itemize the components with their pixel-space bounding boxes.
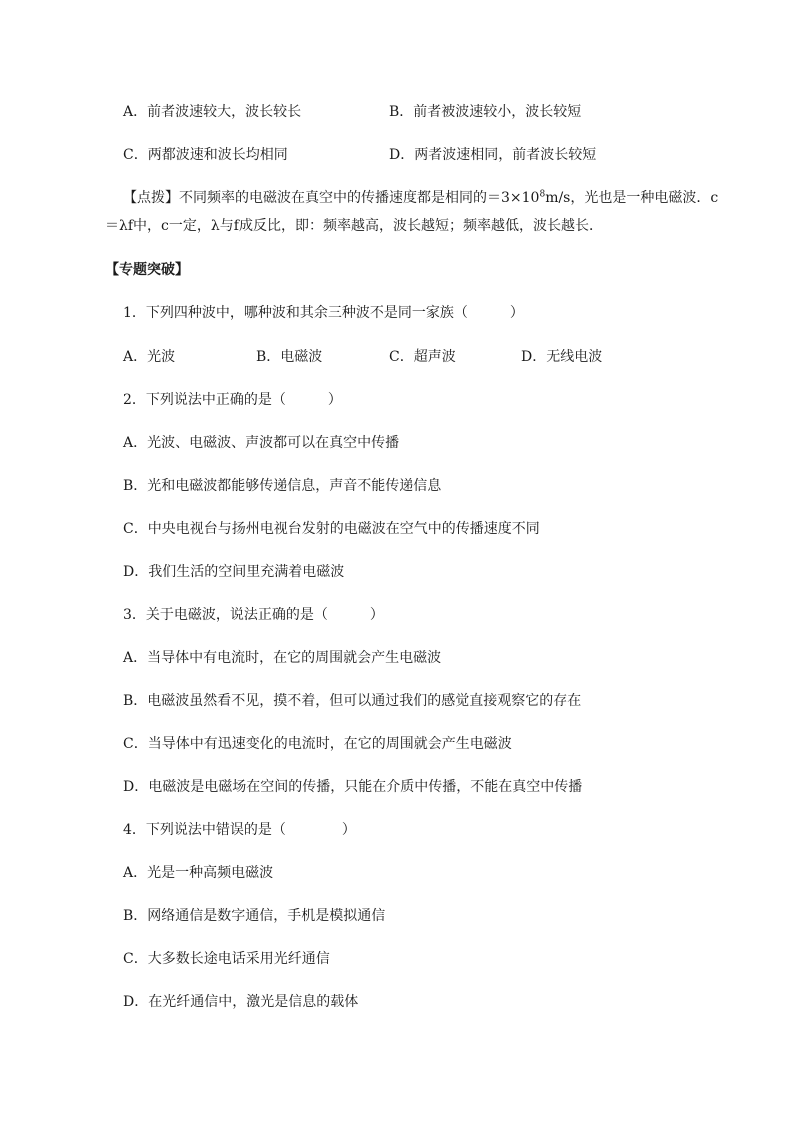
question-4-option-c: C．大多数长途电话采用光纤通信: [123, 951, 330, 967]
question-1-option-c: C．超声波: [389, 349, 456, 365]
tip-line-1: [123, 188, 718, 208]
tip-text-pre: 不同频率的电磁波在真空中的传播速度都是相同的＝3×10: [179, 190, 540, 206]
question-1-option-b: B．电磁波: [256, 349, 323, 365]
question-2-option-b: B．光和电磁波都能够传递信息，声音不能传递信息: [123, 478, 442, 494]
question-2-option-a: A．光波、电磁波、声波都可以在真空中传播: [123, 435, 400, 451]
tip-label: 【点拨】: [123, 190, 179, 206]
question-3-option-b: B．电磁波虽然看不见，摸不着，但可以通过我们的感觉直接观察它的存在: [123, 693, 582, 709]
prev-option-c: C．两都波速和波长均相同: [123, 147, 288, 163]
prev-option-a: A．前者波速较大，波长较长: [123, 104, 302, 120]
question-4-option-a: A．光是一种高频电磁波: [123, 865, 274, 881]
question-3-option-c: C．当导体中有迅速变化的电流时，在它的周围就会产生电磁波: [123, 736, 512, 752]
question-2-stem: 2．下列说法中正确的是（ ）: [123, 392, 342, 408]
question-2-option-c: C．中央电视台与扬州电视台发射的电磁波在空气中的传播速度不同: [123, 521, 540, 537]
prev-option-b: B．前者被波速较小，波长较短: [389, 104, 582, 120]
question-3-stem: 3．关于电磁波，说法正确的是（ ）: [123, 607, 384, 623]
tip-line-2: ＝λf中，c一定，λ与f成反比，即：频率越高，波长越短；频率越低，波长越长．: [105, 218, 603, 234]
question-1-option-a: A．光波: [123, 349, 176, 365]
question-1-stem: 1．下列四种波中，哪种波和其余三种波不是同一家族（ ）: [123, 305, 524, 321]
section-title: 【专题突破】: [105, 262, 189, 278]
question-4-stem: 4．下列说法中错误的是（ ）: [123, 822, 356, 838]
question-3-option-a: A．当导体中有电流时，在它的周围就会产生电磁波: [123, 650, 442, 666]
tip-text-post: m/s，光也是一种电磁波．c: [545, 190, 719, 206]
question-1-option-d: D．无线电波: [521, 349, 603, 365]
prev-option-d: D．两者波速相同，前者波长较短: [389, 147, 597, 163]
question-2-option-d: D．我们生活的空间里充满着电磁波: [123, 564, 345, 580]
tip-superscript: 8: [539, 189, 546, 200]
question-4-option-b: B．网络通信是数字通信，手机是模拟通信: [123, 908, 386, 924]
question-3-option-d: D．电磁波是电磁场在空间的传播，只能在介质中传播，不能在真空中传播: [123, 779, 583, 795]
question-4-option-d: D．在光纤通信中，激光是信息的载体: [123, 994, 359, 1010]
